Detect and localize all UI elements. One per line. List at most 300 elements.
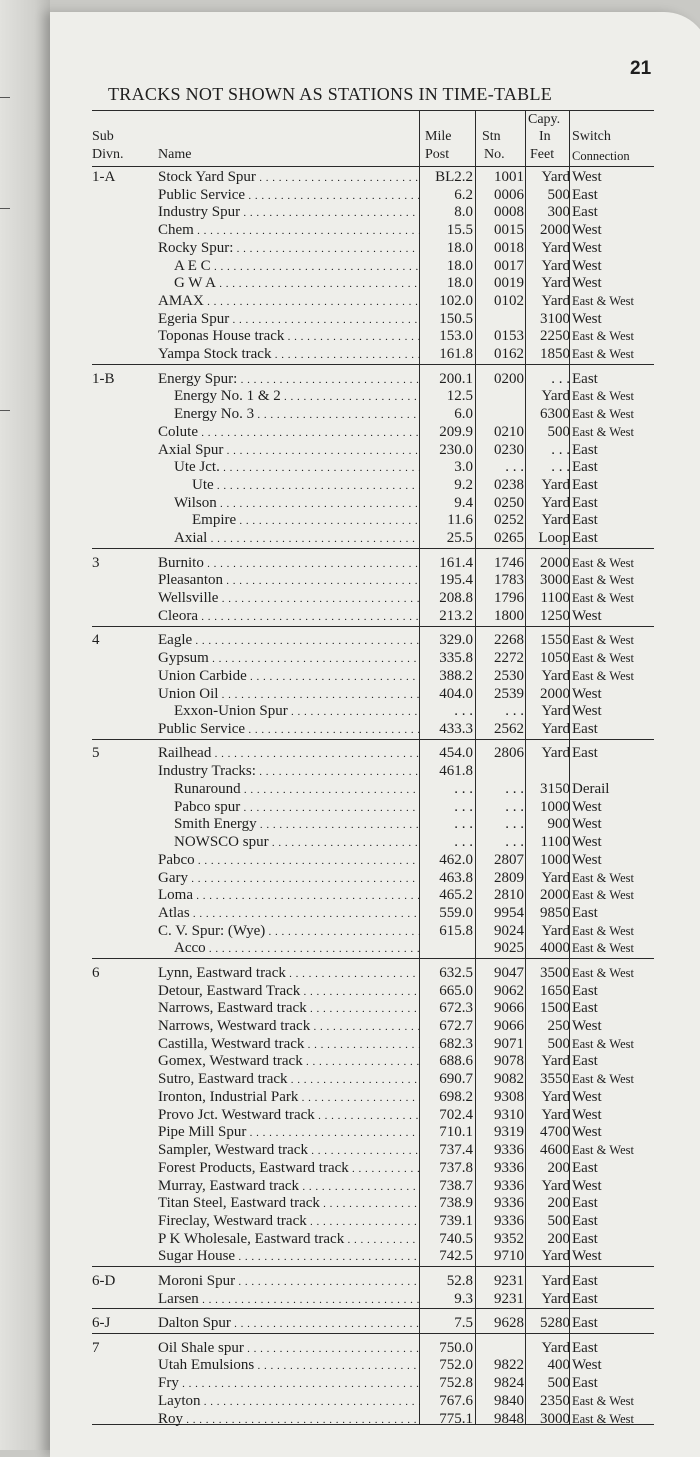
track-name: Pabco . . . [158, 852, 420, 871]
mile-post: 752.0 [439, 1357, 473, 1374]
table-row [92, 424, 654, 442]
table-row [92, 1291, 654, 1309]
mile-post: 739.1 [439, 1212, 473, 1229]
mile-post: 672.7 [439, 1018, 473, 1035]
capacity-feet: Yard [541, 703, 570, 720]
capacity-feet: 4000 [540, 940, 570, 957]
switch-connection: East [572, 1000, 598, 1017]
col-switch-header-2: Connection [572, 149, 630, 163]
station-number: 0006 [494, 186, 524, 203]
table-row [92, 923, 654, 941]
mile-post: 11.6 [447, 512, 473, 529]
capacity-feet: . . . [551, 459, 570, 476]
station-number: 0008 [494, 204, 524, 221]
track-name: Pabco spur . . . [174, 799, 420, 818]
capacity-feet: 5280 [540, 1315, 570, 1332]
table-row [92, 1018, 654, 1036]
capacity-feet: Yard [541, 494, 570, 511]
switch-connection: East [572, 982, 598, 999]
table-row [92, 686, 654, 704]
sub-division: 6 [92, 964, 100, 981]
station-number: 9824 [494, 1375, 524, 1392]
table-row [92, 1053, 654, 1071]
track-name: A E C . . . [174, 258, 420, 277]
table-row [92, 1036, 654, 1054]
track-name: P K Wholesale, Eastward track . . . [158, 1231, 420, 1250]
mile-post: 775.1 [439, 1410, 473, 1427]
switch-connection: West [572, 1106, 602, 1123]
capacity-feet: 200 [547, 1195, 570, 1212]
station-number: 9062 [494, 982, 524, 999]
track-name: Cleora . . . [158, 608, 420, 627]
table-row [92, 442, 654, 460]
switch-connection: East & West [572, 1036, 634, 1051]
table-row [92, 311, 654, 329]
capacity-feet: . . . [551, 441, 570, 458]
station-number: 9848 [494, 1410, 524, 1427]
sub-division: 4 [92, 632, 100, 649]
station-number: 0102 [494, 293, 524, 310]
mile-post: 672.3 [439, 1000, 473, 1017]
track-name: G W A . . . [174, 275, 420, 294]
track-name: Roy . . . [158, 1411, 420, 1430]
track-name: Loma . . . [158, 887, 420, 906]
station-number: 9024 [494, 922, 524, 939]
switch-connection: East [572, 1159, 598, 1176]
mile-post: . . . [454, 780, 473, 797]
track-name: Industry Tracks: . . . [158, 763, 420, 782]
switch-connection: East [572, 370, 598, 387]
station-number: 9352 [494, 1230, 524, 1247]
table-row [92, 965, 654, 983]
switch-connection: West [572, 834, 602, 851]
station-number: 0210 [494, 423, 524, 440]
track-name: Rocky Spur: . . . [158, 240, 420, 259]
capacity-feet: 4600 [540, 1142, 570, 1159]
table-row [92, 1107, 654, 1125]
mile-post: 740.5 [439, 1230, 473, 1247]
mile-post: . . . [454, 703, 473, 720]
switch-connection: East & West [572, 591, 634, 606]
table-row [92, 763, 654, 781]
switch-connection: West [572, 169, 602, 185]
capacity-feet: Yard [541, 293, 570, 310]
station-number: 2807 [494, 851, 524, 868]
track-name: Wilson . . . [174, 495, 420, 514]
switch-connection: East [572, 1053, 598, 1070]
table-row [92, 1273, 654, 1291]
capacity-feet: Loop [538, 530, 570, 547]
switch-connection: East [572, 1375, 598, 1392]
track-name: Colute . . . [158, 424, 420, 443]
mile-post: 465.2 [439, 887, 473, 904]
switch-connection: East & West [572, 389, 634, 404]
station-number: . . . [505, 816, 524, 833]
capacity-feet: 500 [547, 1212, 570, 1229]
table-row [92, 572, 654, 590]
mile-post: 461.8 [439, 763, 473, 780]
mile-post: 9.2 [454, 477, 473, 494]
mile-post: 52.8 [446, 1272, 473, 1289]
track-name: Fry . . . [158, 1375, 420, 1394]
switch-connection: East [572, 494, 598, 511]
capacity-feet: 400 [547, 1357, 570, 1374]
page-number: 21 [630, 58, 652, 79]
table-row [92, 1000, 654, 1018]
switch-connection: East [572, 477, 598, 494]
capacity-feet: 1500 [540, 1000, 570, 1017]
table-row [92, 905, 654, 923]
mile-post: 690.7 [439, 1071, 473, 1088]
mile-post: 737.4 [439, 1142, 473, 1159]
group-divider [92, 739, 654, 746]
station-number: 9078 [494, 1053, 524, 1070]
table-row [92, 204, 654, 222]
track-name: Detour, Eastward Track . . . [158, 983, 420, 1002]
capacity-feet: Yard [541, 169, 570, 185]
switch-connection: East [572, 1290, 598, 1307]
switch-connection: East [572, 441, 598, 458]
track-name: Yampa Stock track . . . [158, 346, 420, 365]
capacity-feet: 200 [547, 1159, 570, 1176]
mile-post: 213.2 [439, 607, 473, 624]
capacity-feet: 3000 [540, 572, 570, 589]
mile-post: 161.4 [439, 554, 473, 571]
track-name: Sampler, Westward track . . . [158, 1142, 420, 1161]
capacity-feet: Yard [541, 922, 570, 939]
capacity-feet: Yard [541, 1088, 570, 1105]
track-name: Titan Steel, Eastward track . . . [158, 1195, 420, 1214]
capacity-feet: 2250 [540, 328, 570, 345]
table-row [92, 1411, 654, 1429]
track-name: Narrows, Eastward track . . . [158, 1000, 420, 1019]
table-row [92, 1213, 654, 1231]
switch-connection: East & West [572, 1072, 634, 1087]
col-mile-header-1: Mile [425, 129, 452, 144]
track-name: Gary . . . [158, 870, 420, 889]
station-number: 9336 [494, 1177, 524, 1194]
track-name: Sugar House . . . [158, 1248, 420, 1267]
station-number: 1800 [494, 607, 524, 624]
track-name: Pipe Mill Spur . . . [158, 1124, 420, 1143]
station-number: 9336 [494, 1142, 524, 1159]
capacity-feet: Yard [541, 745, 570, 762]
mile-post: 767.6 [439, 1392, 473, 1409]
track-name: Stock Yard Spur . . . [158, 169, 420, 188]
station-number: 9954 [494, 904, 524, 921]
capacity-feet: Yard [541, 477, 570, 494]
switch-connection: Derail [572, 780, 610, 797]
capacity-feet: 500 [547, 1035, 570, 1052]
table-row [92, 781, 654, 799]
switch-connection: East & West [572, 870, 634, 885]
table-row [92, 1248, 654, 1266]
mile-post: 200.1 [439, 370, 473, 387]
track-name: NOWSCO spur . . . [174, 834, 420, 853]
switch-connection: East [572, 1212, 598, 1229]
station-number: 0238 [494, 477, 524, 494]
track-name: Axial Spur . . . [158, 442, 420, 461]
capacity-feet: 3150 [540, 780, 570, 797]
track-name: Axial . . . [174, 530, 420, 549]
station-number: 9710 [494, 1248, 524, 1265]
mile-post: 208.8 [439, 590, 473, 607]
station-number: 9336 [494, 1159, 524, 1176]
table-row [92, 983, 654, 1001]
capacity-feet: 300 [547, 204, 570, 221]
table-row [92, 1231, 654, 1249]
sub-division: 6-D [92, 1272, 116, 1289]
table-row [92, 1357, 654, 1375]
switch-connection: East [572, 1230, 598, 1247]
table-row [92, 816, 654, 834]
switch-connection: East & West [572, 651, 634, 666]
table-row [92, 799, 654, 817]
table-row [92, 346, 654, 364]
table-row [92, 328, 654, 346]
col-sub-header-1: Sub [92, 129, 114, 144]
table-row [92, 555, 654, 573]
mile-post: 615.8 [439, 922, 473, 939]
switch-connection: West [572, 685, 602, 702]
station-number: 0230 [494, 441, 524, 458]
station-number: 2530 [494, 667, 524, 684]
table-row [92, 240, 654, 258]
col-switch-header-1: Switch [572, 129, 611, 144]
table-row [92, 1089, 654, 1107]
col-mile-header-2: Post [425, 147, 450, 162]
station-number: 2809 [494, 869, 524, 886]
switch-connection: East [572, 904, 598, 921]
capacity-feet: Yard [541, 1290, 570, 1307]
capacity-feet: 1550 [540, 632, 570, 649]
table-row [92, 870, 654, 888]
group-divider [92, 364, 654, 371]
switch-connection: East [572, 186, 598, 203]
mile-post: 161.8 [439, 346, 473, 363]
table-row [92, 940, 654, 958]
switch-connection: East [572, 1195, 598, 1212]
track-name: Burnito . . . [158, 555, 420, 574]
station-number: 0017 [494, 257, 524, 274]
group-divider [92, 1266, 654, 1273]
switch-connection: West [572, 851, 602, 868]
margin-tick [0, 410, 10, 411]
mile-post: 230.0 [439, 441, 473, 458]
track-name: Egeria Spur . . . [158, 311, 420, 330]
col-cap-header-2: In [539, 129, 551, 144]
col-stn-header-1: Stn [482, 129, 501, 144]
capacity-feet: 1000 [540, 798, 570, 815]
track-name: Castilla, Westward track . . . [158, 1036, 420, 1055]
station-number: . . . [505, 798, 524, 815]
mile-post: 150.5 [439, 310, 473, 327]
station-number: 0019 [494, 275, 524, 292]
station-number: 9310 [494, 1106, 524, 1123]
switch-connection: East [572, 1339, 598, 1356]
switch-connection: East [572, 204, 598, 221]
table-row [92, 887, 654, 905]
switch-connection: East & West [572, 1143, 634, 1158]
switch-connection: East & West [572, 923, 634, 938]
mile-post: 153.0 [439, 328, 473, 345]
capacity-feet: 3550 [540, 1071, 570, 1088]
table-row [92, 169, 654, 187]
mile-post: 702.4 [439, 1106, 473, 1123]
mile-post: . . . [454, 798, 473, 815]
table-row [92, 668, 654, 686]
table-row [92, 388, 654, 406]
capacity-feet: 1850 [540, 346, 570, 363]
capacity-feet: Yard [541, 512, 570, 529]
capacity-feet: Yard [541, 1272, 570, 1289]
mile-post: 752.8 [439, 1375, 473, 1392]
table-row [92, 495, 654, 513]
track-name: Public Service . . . [158, 187, 420, 206]
switch-connection: West [572, 798, 602, 815]
station-number: 9308 [494, 1088, 524, 1105]
capacity-feet: Yard [541, 720, 570, 737]
station-number: 9231 [494, 1290, 524, 1307]
track-name: Ute . . . [192, 477, 420, 496]
capacity-feet: 1100 [540, 834, 570, 851]
capacity-feet: Yard [541, 257, 570, 274]
track-name: Sutro, Eastward track . . . [158, 1071, 420, 1090]
track-name: Pleasanton . . . [158, 572, 420, 591]
station-number: 2539 [494, 685, 524, 702]
station-number: 9319 [494, 1124, 524, 1141]
table-row [92, 1195, 654, 1213]
track-name: Union Oil . . . [158, 686, 420, 705]
track-name: Ute Jct. . . . [174, 459, 420, 478]
track-name: Energy Spur: . . . [158, 371, 420, 390]
group-divider [92, 1308, 654, 1315]
table-row [92, 590, 654, 608]
switch-connection: West [572, 239, 602, 256]
table-row [92, 258, 654, 276]
station-number: . . . [505, 703, 524, 720]
track-name: Layton . . . [158, 1393, 420, 1412]
station-number: 0200 [494, 370, 524, 387]
capacity-feet: 2000 [540, 554, 570, 571]
station-number: . . . [505, 459, 524, 476]
sub-division: 6-J [92, 1315, 111, 1332]
switch-connection: East & West [572, 424, 634, 439]
track-name: Atlas . . . [158, 905, 420, 924]
mile-post: 388.2 [439, 667, 473, 684]
station-number: 9066 [494, 1018, 524, 1035]
track-name: Union Carbide . . . [158, 668, 420, 687]
capacity-feet: Yard [541, 275, 570, 292]
switch-connection: East [572, 530, 598, 547]
capacity-feet: Yard [541, 1177, 570, 1194]
mile-post: 335.8 [439, 650, 473, 667]
switch-connection: West [572, 607, 602, 624]
track-name: Narrows, Westward track . . . [158, 1018, 420, 1037]
capacity-feet: Yard [541, 1053, 570, 1070]
table-row [92, 721, 654, 739]
switch-connection: West [572, 257, 602, 274]
mile-post: 9.4 [454, 494, 473, 511]
station-number: 2810 [494, 887, 524, 904]
switch-connection: East [572, 745, 598, 762]
margin-tick [0, 97, 10, 98]
capacity-feet: Yard [541, 1106, 570, 1123]
capacity-feet: Yard [541, 388, 570, 405]
mile-post: 7.5 [454, 1315, 473, 1332]
track-name: C. V. Spur: (Wye) . . . [158, 923, 420, 942]
switch-connection: West [572, 222, 602, 239]
mile-post: 6.2 [454, 186, 473, 203]
station-number: 2562 [494, 720, 524, 737]
sub-division: 7 [92, 1339, 100, 1356]
switch-connection: West [572, 310, 602, 327]
track-name: Chem . . . [158, 222, 420, 241]
table-row [92, 834, 654, 852]
track-name: Energy No. 1 & 2 . . . [174, 388, 420, 407]
station-number: 9082 [494, 1071, 524, 1088]
col-cap-header-3: Feet [530, 147, 555, 162]
table-row [92, 1340, 654, 1358]
switch-connection: East & West [572, 888, 634, 903]
mile-post: 195.4 [439, 572, 473, 589]
mile-post: 632.5 [439, 964, 473, 981]
station-number: 9336 [494, 1212, 524, 1229]
sub-division: 1-A [92, 169, 116, 185]
switch-connection: West [572, 1124, 602, 1141]
switch-connection: East & West [572, 329, 634, 344]
station-number: 9047 [494, 964, 524, 981]
track-name: Gypsum . . . [158, 650, 420, 669]
station-number: 9066 [494, 1000, 524, 1017]
switch-connection: East & West [572, 1393, 634, 1408]
station-number: 2268 [494, 632, 524, 649]
track-name: Railhead . . . [158, 745, 420, 764]
table-row [92, 1160, 654, 1178]
table-row [92, 406, 654, 424]
capacity-feet: 500 [547, 423, 570, 440]
mile-post: 665.0 [439, 982, 473, 999]
table-row [92, 371, 654, 389]
table-row [92, 745, 654, 763]
mile-post: 8.0 [454, 204, 473, 221]
capacity-feet: Yard [541, 1339, 570, 1356]
track-name: Exxon-Union Spur . . . [174, 703, 420, 722]
mile-post: 462.0 [439, 851, 473, 868]
mile-post: 738.7 [439, 1177, 473, 1194]
capacity-feet: 200 [547, 1230, 570, 1247]
station-number: 0018 [494, 239, 524, 256]
station-number: 1746 [494, 554, 524, 571]
capacity-feet: 1000 [540, 851, 570, 868]
switch-connection: East & West [572, 965, 634, 980]
station-number: 0252 [494, 512, 524, 529]
track-name: Energy No. 3 . . . [174, 406, 420, 425]
capacity-feet: Yard [541, 667, 570, 684]
station-number: 0250 [494, 494, 524, 511]
capacity-feet: 3100 [540, 310, 570, 327]
sub-division: 3 [92, 554, 100, 571]
track-name: Fireclay, Westward track . . . [158, 1213, 420, 1232]
table-row [92, 1393, 654, 1411]
table-row [92, 293, 654, 311]
mile-post: 698.2 [439, 1088, 473, 1105]
table-row [92, 1178, 654, 1196]
mile-post: 18.0 [446, 239, 473, 256]
capacity-feet: 250 [547, 1018, 570, 1035]
switch-connection: East [572, 459, 598, 476]
station-number: 9822 [494, 1357, 524, 1374]
